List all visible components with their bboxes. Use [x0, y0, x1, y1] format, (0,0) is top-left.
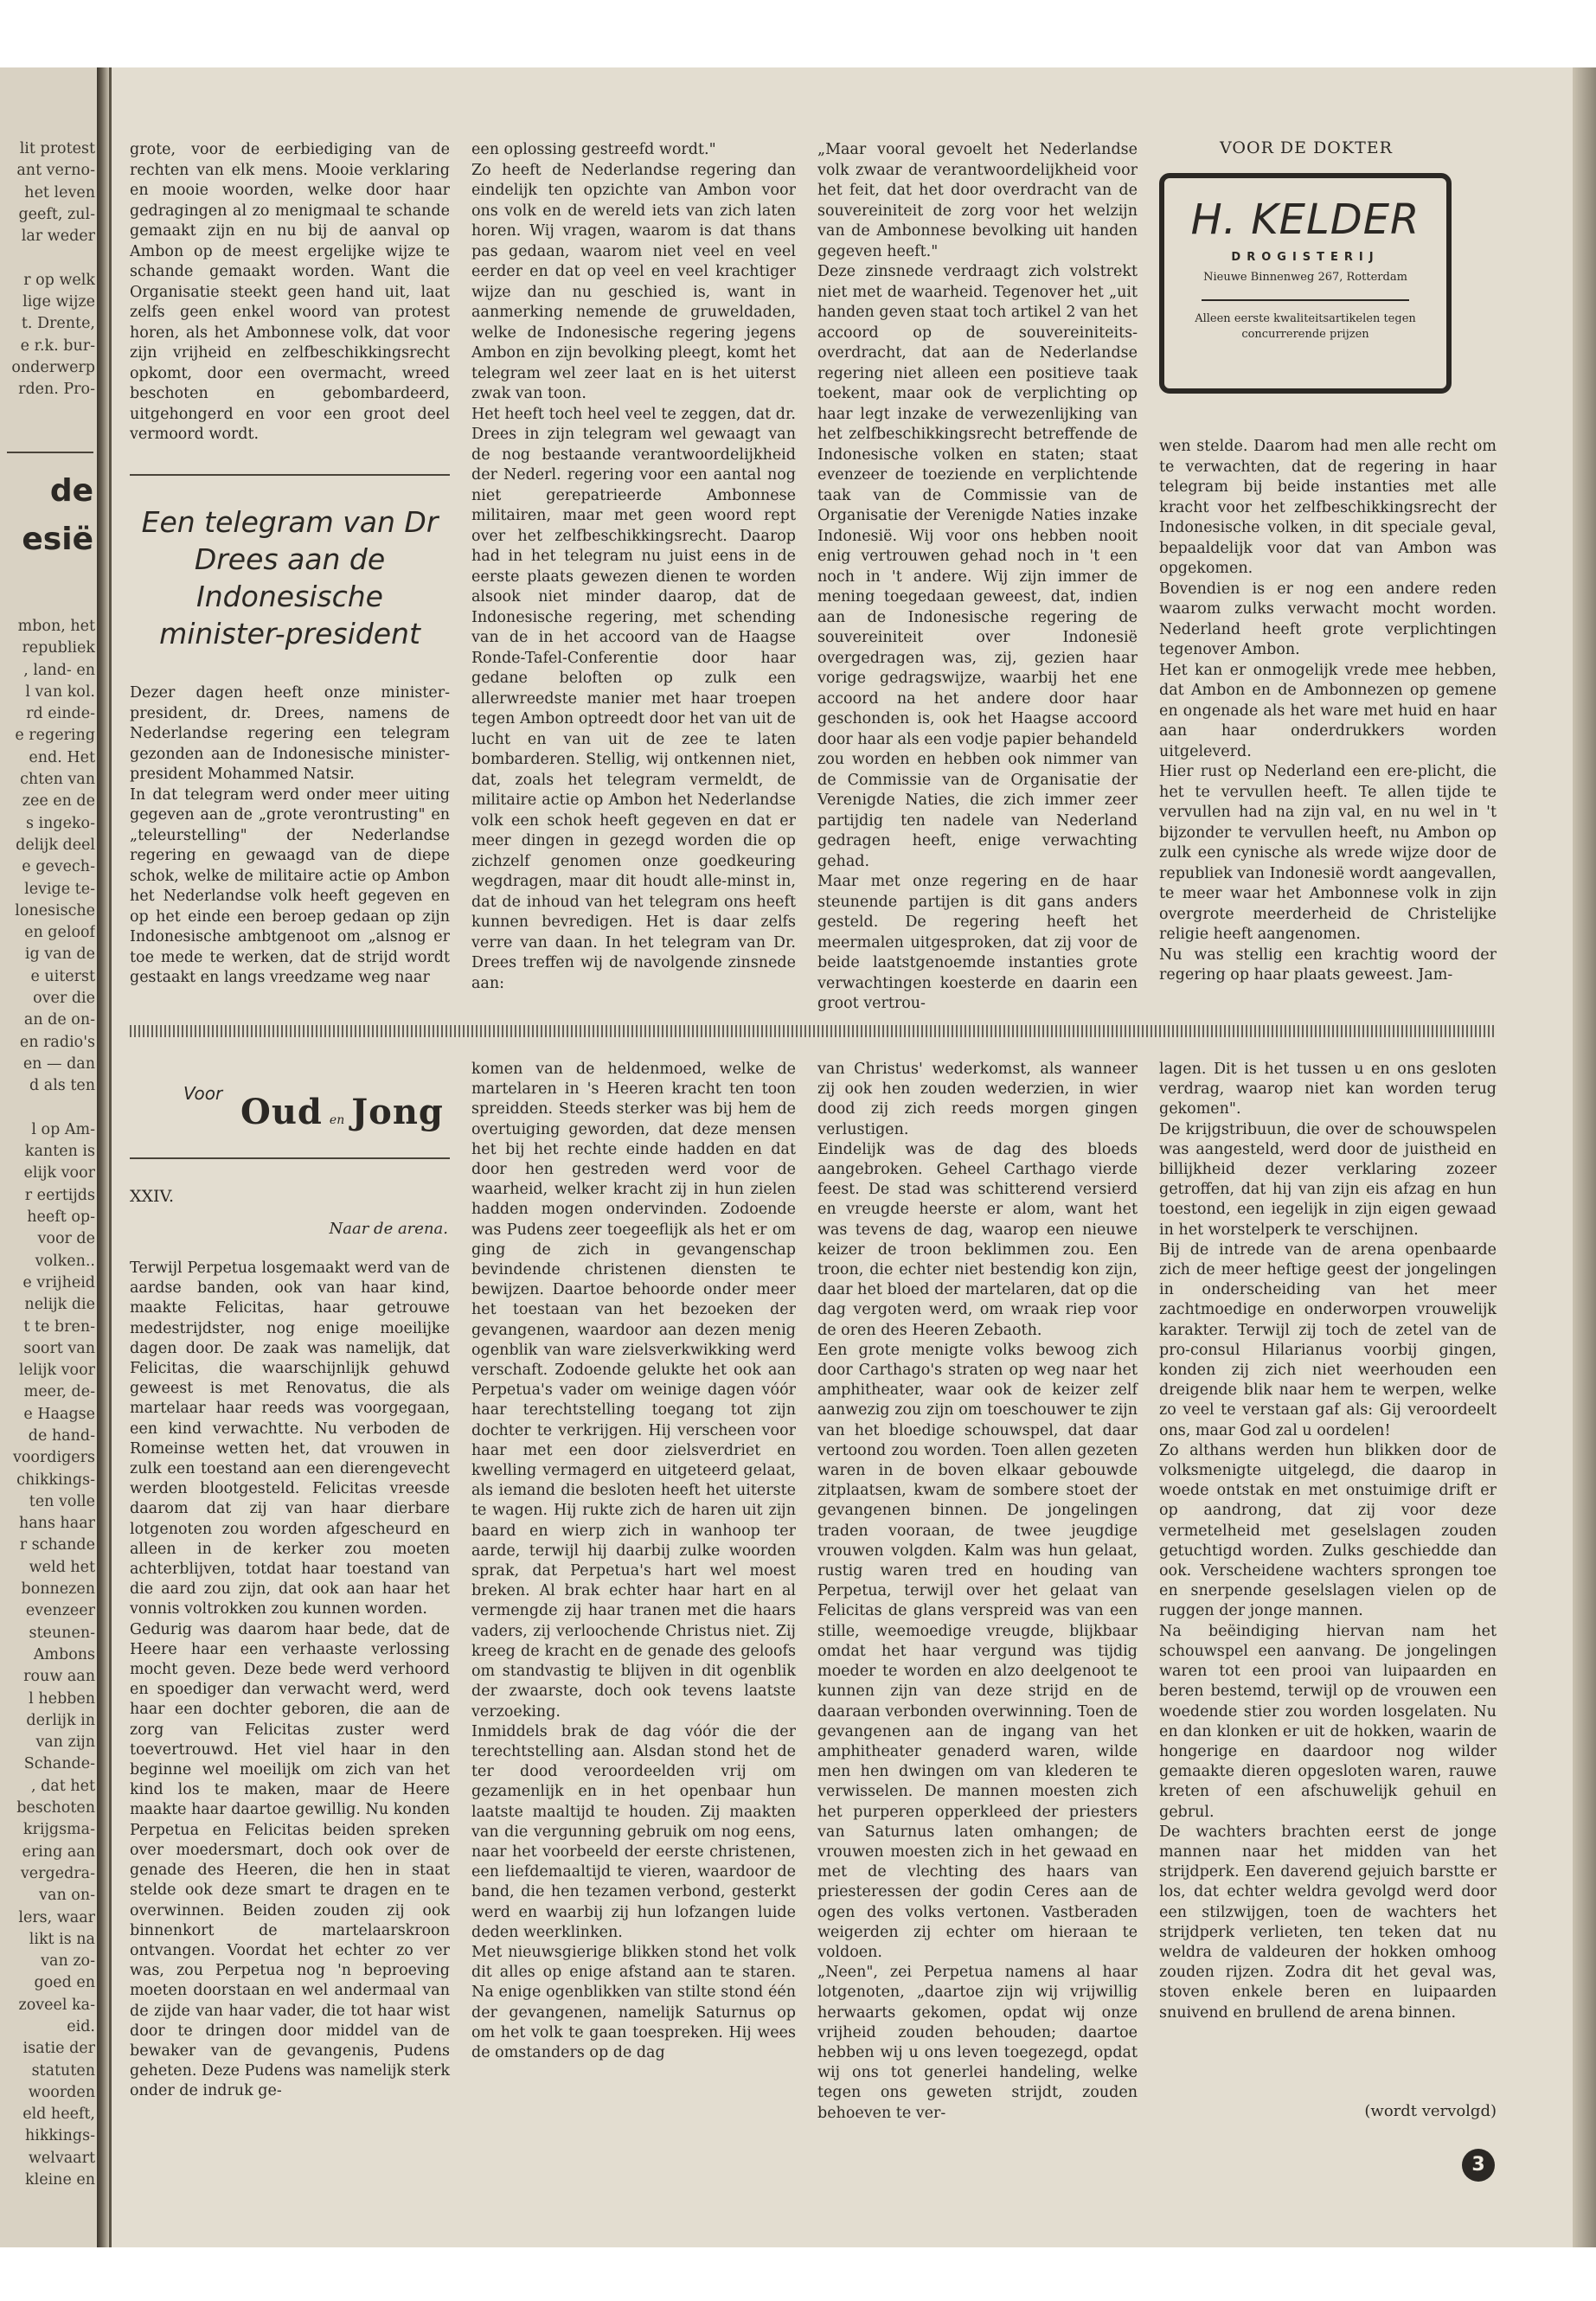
article-paragraph: een oplossing gestreefd wordt."	[471, 141, 716, 158]
strip-top-text: lit protest ant verno- het leven geeft, zul- lar weder r op welk lige wijze t. Drente, e r.k. bur- onderwerp rden. Pro-	[11, 140, 95, 399]
serial-paragraph: „Neen", zei Perpetua namens al haar lotgenoten, „daartoe zijn wij vrijwillig herwaarts gekomen, opdat wij onze vrijheid zouden behouden; daartoe hebben wij u ons leven toegezegd, opdat wij ons tot generlei handeling, welke tegen ons geweten strijdt, zouden behoeven te ver-	[817, 1964, 1138, 2122]
serial-column-2	[471, 1060, 796, 2063]
serial-jong: Jong	[351, 1092, 444, 1132]
serial-en: en	[329, 1113, 345, 1127]
serial-paragraph: van Christus' wederkomst, als wanneer zij ook hen zouden wederzien, in wier dood zij zich reeds morgen gingen verlustigen.	[817, 1061, 1138, 1138]
serial-paragraph: De krijgstribuun, die over de schouwspelen was aangesteld, werd door de juistheid en billijkheid dezer verklaring zozeer getroffen, dat hij van zijn eis afzag en hun toestond, een iegelijk in zijn eigen gewaad in het worstelperk te verschijnen.	[1159, 1120, 1497, 1239]
article-paragraph: Het heeft toch heel veel te zeggen, dat dr. Drees in zijn telegram wel gewaagt van de nog bestaande verantwoordelijkheid der Nederl. regering voor een aantal nog niet gerepatrieerde Ambonnese militairen, maar met geen woord rept over het zelfbeschikkingsrecht. Daarop had in het telegram nu juist eens in de eerste plaats gewezen dienen te worden alsook niet minder daarop, dat de Indonesische regering, met schending van de in het accoord van de Haagse Ronde-Tafel-Conferentie door haar gedane beloften op zulk een allerwreedste manier met haar troepen tegen Ambon optreedt door het van uit de lucht en van uit de zee te laten bombarderen. Stellig, wij ontkennen niet, dat, zoals het telegram vermeldt, de militaire actie op Ambon het Nederlandse volk een schok heeft gegeven en dat er meer dingen in gezegd worden die op zichzelf genomen onze goedkeuring wegdragen, maar dit houdt alle-minst in, dat de inhoud van het telegram ons heeft kunnen bevredigen. Het is daar zelfs verre van daan. In het telegram van Dr. Drees treffen wij de navolgende zinsnede aan:	[471, 405, 796, 992]
serial-column-4	[1159, 1060, 1497, 2023]
to-be-continued: (wordt vervolgd)	[1364, 2102, 1497, 2120]
article-paragraph: Maar met onze regering en de haar steunende partijen is dit gans anders gesteld. De regering heeft het meermalen uitgesproken, dat zij voor de beide laatstgenoemde instanties grote verwachtingen koesterde en daarin een groot vertrou-	[817, 873, 1138, 1012]
article-paragraph: „Maar vooral gevoelt het Nederlandse volk zwaar de verantwoordelijkheid voor het feit, dat het door overdracht van de souvereiniteit de zorg voor het welzijn van de Ambonnese bevolking uit handen gegeven heeft."	[817, 141, 1138, 260]
serial-voor: Voor	[183, 1083, 223, 1104]
ad-label: VOOR DE DOKTER	[1220, 138, 1393, 157]
article-column-4	[1159, 437, 1497, 986]
serial-column-3	[817, 1060, 1138, 2124]
serial-paragraph: Een grote menigte volks bewoog zich door Carthago's straten op weg naar het amphitheater, waar ook de keizer zelf aanwezig zou zijn om toeschouwer te zijn van het bloedige schouwspel, dat daar vertoond zou worden. Toen allen gezeten waren in de boven elkaar gebouwde zitplaatsen, kwam de sombere stoet der gevangenen binnen. De jongelingen traden vooraan, de twee jeugdige vrouwen volgden. Kalm was hun gelaat, rustig waren tred en houding van Perpetua, terwijl over het gelaat van Felicitas de glans verspreid was van een stille, weemoedige vreugde, blijkbaar omdat het haar vergund was tijdig moeder te worden en alzo deelgenoot te kunnen zijn van deze strijd en de daaraan verbonden overwinning. Toen de gevangenen aan de ingang van het amphitheater genaderd waren, wilde men hen dwingen om van klederen te verwisselen. De mannen moesten zich het purperen opperkleed der priesters van Saturnus laten omhangen; de vrouwen moesten zich in het gewaad en met de vlechting des haars van priesteressen der godin Ceres aan de ogen des volks vertonen. Vastberaden weigerden zij echter om hieraan te voldoen.	[817, 1341, 1138, 1961]
ad-subtitle: DROGISTERIJ	[1231, 251, 1380, 264]
chapter-subtitle: Naar de arena.	[329, 1220, 448, 1238]
serial-paragraph: Inmiddels brak de dag vóór die der terechtstelling aan. Alsdan stond het de ter dood veroordeelden vrij om gezamenlijk en in het openbaar hun laatste maaltijd te houden. Zij maakten van die vergunning gebruik om nog eens, naar het voorbeeld der eerste christenen, een liefdemaaltijd te vieren, waardoor de band, die hen tezamen verbond, gesterkt werd en waarbij zij hun lofzangen luide deden weerklinken.	[471, 1722, 796, 1941]
serial-paragraph: Na beëindiging hiervan nam het schouwspel een aanvang. De jongelingen waren tot een prooi van luipaarden en beren bestemd, terwijl op de vrouwen een woedende stier zou worden losgelaten. Nu en dan klonken er uit de hokken, waarin de hongerige en daardoor nog wilder gemaakte dieren opgesloten waren, rauwe kreten of een afschuwelijk gehuil en gebrul.	[1159, 1622, 1497, 1821]
fold-line	[109, 67, 112, 2247]
intro-column	[130, 140, 450, 445]
article-headline: Een telegram van Dr Drees aan de Indonesische minister-president	[141, 505, 439, 651]
serial-paragraph: Bij de intrede van de arena openbaarde zich de meer heftige geest der jongelingen in onderscheiding van het meer zachtmoedige en onderworpen vrouwelijk karakter. Terwijl zij toch de zetel van de pro-consul Hilarianus voorbij gingen, konden zij zich niet weerhouden een dreigende blik naar hem te werpen, welke zo veel te verstaan gaf als: Gij veroordeelt ons, maar God zal u oordelen!	[1159, 1240, 1497, 1439]
serial-paragraph: Met nieuwsgierige blikken stond het volk dit alles op enige afstand aan te staren. Na enige ogenblikken van stilte stond één der gevangenen, namelijk Saturnus op om het volk te gaan toespreken. Hij wees de omstanders op de dag	[471, 1943, 796, 2061]
article-paragraph: Hier rust op Nederland een ere-plicht, die het te vervullen heeft. Te allen tijde te vervullen had na zijn val, en nu wel in 't bijzonder te vervullen heeft, nu Ambon op zulk een cynische als wrede wijze door de republiek van Indonesië wordt aangevallen, te meer waar het Ambonnese volk in zijn overgrote meerderheid de Christelijke religie heeft aangenomen.	[1159, 763, 1497, 943]
serial-paragraph: Terwijl Perpetua losgemaakt werd van de aardse banden, ook van haar kind, maakte Felicitas, haar getrouwe medestrijdster, nog enige moeilijke dagen door. De zaak was namelijk, dat Felicitas, die waarschijnlijk gehuwd geweest is met Renovatus, die als martelaar haar reeds was voorgegaan, een kind verwachtte. Nu verboden de Romeinse wetten het, dat vrouwen in zulk een toestand aan een dierengevecht werden blootgesteld. Felicitas vreesde daarom dat zij van haar dierbare lotgenoten zou worden afgescheurd en alleen in de kerker zou moeten achterblijven, totdat haar toestand van die aard zou zijn, dat ook aan haar het vonnis voltrokken zou kunnen worden.	[130, 1259, 450, 1618]
serial-oud: Oud	[240, 1092, 323, 1132]
article-column-3	[817, 140, 1138, 1015]
serial-paragraph: Eindelijk was de dag des bloeds aangebroken. Geheel Carthago vierde feest. De stad was schitterend versierd en vreugde heerste er alom, want het was tevens de dag, waarop een nieuwe keizer de troon beklimmen zou. Een troon, die echter niet bestendig kon zijn, daar het bloed der martelaren, dat op die dag vergoten werd, om wraak riep voor de oren des Heeren Zebaoth.	[817, 1140, 1138, 1339]
article-paragraph: Bovendien is er nog een andere reden waarom zulks verwacht mocht worden. Nederland heeft grote verplichtingen tegenover Ambon.	[1159, 580, 1497, 658]
strip-heading: de esië	[22, 473, 93, 557]
article-paragraph: wen stelde. Daarom had men alle recht om te verwachten, dat de regering in haar telegram bij beide instanties met alle kracht voor het zelfbeschikkingsrecht der Indonesische volken, in dit speciale geval, bepaaldelijk voor dat van Ambon was opgekomen.	[1159, 438, 1497, 577]
section-rule	[130, 474, 450, 476]
chapter-number: XXIV.	[130, 1187, 174, 1206]
ad-title: H. KELDER	[1190, 195, 1420, 244]
page-number: 3	[1462, 2149, 1495, 2182]
previous-page-strip	[0, 67, 97, 2247]
page-edge	[1573, 67, 1596, 2247]
serial-rule	[130, 1157, 450, 1159]
article-paragraph: Dezer dagen heeft onze minister-president, dr. Drees, namens de Nederlandse regering een telegram gezonden aan de Indonesische minister-president Mohammed Natsir.	[130, 684, 450, 783]
serial-paragraph: De wachters brachten eerst de jonge mannen naar het midden van het strijdperk. Een daverend gejuich barstte er los, dat echter weldra gevolgd werd door een stilzwijgen, toen de wachters het strijdperk verlieten, ten teken dat nu weldra de valdeuren der hokken omhoog zouden rijzen. Zodra dit het geval was, stoven enkele beren en luipaarden snuivend en brullend de arena binnen.	[1159, 1823, 1497, 2022]
article-paragraph: Nu was stellig een krachtig woord der regering op haar plaats geweest. Jam-	[1159, 945, 1497, 984]
page-fold	[97, 67, 109, 2247]
ad-address: Nieuwe Binnenweg 267, Rotterdam	[1203, 271, 1407, 284]
article-paragraph: Zo heeft de Nederlandse regering dan eindelijk ten opzichte van Ambon voor ons volk en de wereld iets van zich laten horen. Wij vragen, waarom is dat thans pas gedaan, waarom niet veel en veel eerder en dat op veel en veel krachtiger wijze dan nu geschied is, want in aanmerking nemende de gruweldaden, welke de Indonesische regering jegens Ambon en zijn bevolking pleegt, komt het telegram wel zeer laat en is het uiterst zwak van toon.	[471, 161, 796, 402]
serial-column-1	[130, 1259, 450, 2102]
article-column-2	[471, 140, 796, 994]
strip-rule	[7, 452, 93, 453]
ad-note: Alleen eerste kwaliteitsartikelen tegen concurrerende prijzen	[1195, 312, 1416, 341]
article-column-1	[130, 683, 450, 989]
serial-paragraph: Gedurig was daarom haar bede, dat de Heere haar een verhaaste verlossing mocht geven. Deze bede werd verhoord en spoediger dan verwacht werd, werd haar een dochter geboren, die aan de zorg van Felicitas zuster werd toevertrouwd. Het viel haar in den beginne wel moeilijk om zich van het kind los te maken, maar de Heere maakte haar daartoe gewillig. Nu konden Perpetua en Felicitas beiden spreken over moedersmart, doch ook over de genade des Heeren, die hen in staat stelde ook deze smart te dragen en te overwinnen. Beiden zouden zij ook binnenkort de martelaarskroon ontvangen. Voordat het echter zo ver was, zou Perpetua nog 'n beproeving moeten doorstaan en wel andermaal van de zijde van haar vader, die tot haar wist door te dringen door middel van de bewaker van de gevangenis, Pudens geheten. Deze Pudens was namelijk sterk onder de indruk ge-	[130, 1620, 450, 2100]
article-paragraph: Deze zinsnede verdraagt zich volstrekt niet met de waarheid. Tegenover het „uit handen geven staat toch artikel 2 van het accoord op de souvereiniteits-overdracht, dat aan de Nederlandse regering niet alleen een positieve taak toekent, maar ook de verplichting op haar legt inzake de verwezenlijking van het zelfbeschikkingsrecht betreffende de Indonesische volken en staten; staat evenzeer de toeziende en verplichtende taak van de Commissie van de Organisatie der Verenigde Naties inzake Indonesië. Wij voor ons hebben nooit enig vertrouwen gehad noch in 't een noch in 't andere. Wij zijn immer de mening toegedaan geweest, dat, indien aan de Indonesische regering de souvereiniteit over Indonesië overgedragen was, zij, gezien haar vorige gedragswijze, waarbij het ene accoord na het andere door haar geschonden is, ook het Haagse accoord door haar als een vodje papier behandeld zou worden en hebben ook nimmer van de Commissie van de Organisatie der Verenigde Naties, die zich immer zeer partijdig ten nadele van Nederland gedragen heeft, enige verwachting gehad.	[817, 263, 1138, 870]
serial-paragraph: Zo althans werden hun blikken door de volksmenigte uitgelegd, die daarop in woede ontstak en met onstuimige drift er op aandrong, dat zij voor deze vermetelheid met geselslagen zouden getuchtigd worden. Zulks geschiedde dan ook. Verscheidene wachters sprongen toe en snerpende geselslagen vielen op de ruggen der jonge mannen.	[1159, 1441, 1497, 1620]
ad-divider	[1202, 299, 1409, 301]
serial-title	[240, 1092, 444, 1132]
article-paragraph: In dat telegram werd onder meer uiting gegeven aan de „grote verontrusting" en „teleurstelling" der Nederlandse regering en gewaagd van de diepe schok, welke de militaire actie op Ambon het Nederlandse volk heeft gegeven en op het einde een beroep gedaan op zijn Indonesische ambtgenoot om „alsnog er toe mede te werken, dat de strijd wordt gestaakt en langs vreedzame weg naar	[130, 785, 450, 986]
advertisement	[1159, 173, 1452, 394]
serial-paragraph: lagen. Dit is het tussen u en ons gesloten verdrag, waarop niet kan worden terug gekomen".	[1159, 1061, 1497, 1118]
strip-bottom-text: mbon, het republiek , land- en l van kol. rd einde- e regering end. Het chten van zee en de s ingeko- delijk deel e gevech- levige te- lonesische en geloof ig van de e uiterst over die an de on- en radio's en — dan d als ten l op Am- kanten is elijk voor r eertijds heeft op- voor de volken.. e vrijheid nelijk die t te bren- soort van lelijk voor meer, de- e Haagse de hand- voordigers chikkings- ten volle hans haar r schande weld het bonnezen evenzeer steunen- Ambons rouw aan l hebben derlijk in van zijn Schande- , dat het beschoten krijgsma- ering aan vergedra- van on- lers, waar likt is na van zo- goed en zoveel ka- eid. isatie der statuten woorden eld heeft, hikkings- welvaart kleine en	[12, 618, 95, 2189]
dotted-divider	[130, 1025, 1497, 1037]
serial-paragraph: komen van de heldenmoed, welke de martelaren in 's Heeren kracht ten toon spreidden. Steeds sterker was bij hem de overtuiging geworden, dat deze mensen het bij het rechte einde hadden en dat door hen gestreden werd voor de waarheid, welker kracht zij in hun zielen hadden mogen ondervinden. Zodoende was Pudens zeer toegeeflijk als het er om ging de zich in gevangenschap bevindende christenen diensten te bewijzen. Daartoe behoorde onder meer het toestaan van het bezoeken der gevangenen, waardoor aan dezen menig ogenblik van ware zielsverkwikking werd verschaft. Zodoende gelukte het ook aan Perpetua's vader om weinige dagen vóór haar terechtstelling toegang tot zijn dochter te verkrijgen. Hij verscheen voor haar met een door zielsverdriet en kwelling vermagerd en uitgeteerd gelaat, als iemand die besloten heeft het uiterste te wagen. Hij rukte zich de haren uit zijn baard en wierp zich in wanhoop ter aarde, terwijl hij daarbij zulke woorden sprak, dat Perpetua's hart wel moest breken. Al brak echter haar hart en al vermengde zij haar tranen met die haars vaders, zij verloochende Christus niet. Zij kreeg de kracht en de genade des geloofs om standvastig te blijven in dit ogenblik der zwaarste, doch ook tevens laatste verzoeking.	[471, 1061, 796, 1721]
intro-paragraph: grote, voor de eerbiediging van de rechten van elk mens. Mooie verklaring en mooie woorden, welke door haar gedragingen al zo menigmaal te schande gemaakt zijn en nu bij de aanval op Ambon op de meest ergelijke wijze te schande gemaakt worden. Want die Organisatie steekt geen hand uit, laat zelfs geen enkel woord van protest horen, als het Ambonnese volk, dat voor zijn vrijheid en zelfbeschikkingsrecht opkomt, door een overmacht, wreed beschoten en gebombardeerd, uitgehongerd en voor een groot deel vermoord wordt.	[130, 141, 450, 443]
article-paragraph: Het kan er onmogelijk vrede mee hebben, dat Ambon en de Ambonnezen op gemene en ongenade als het ware met huid en haar aan haar onderdrukkers worden uitgeleverd.	[1159, 661, 1497, 760]
